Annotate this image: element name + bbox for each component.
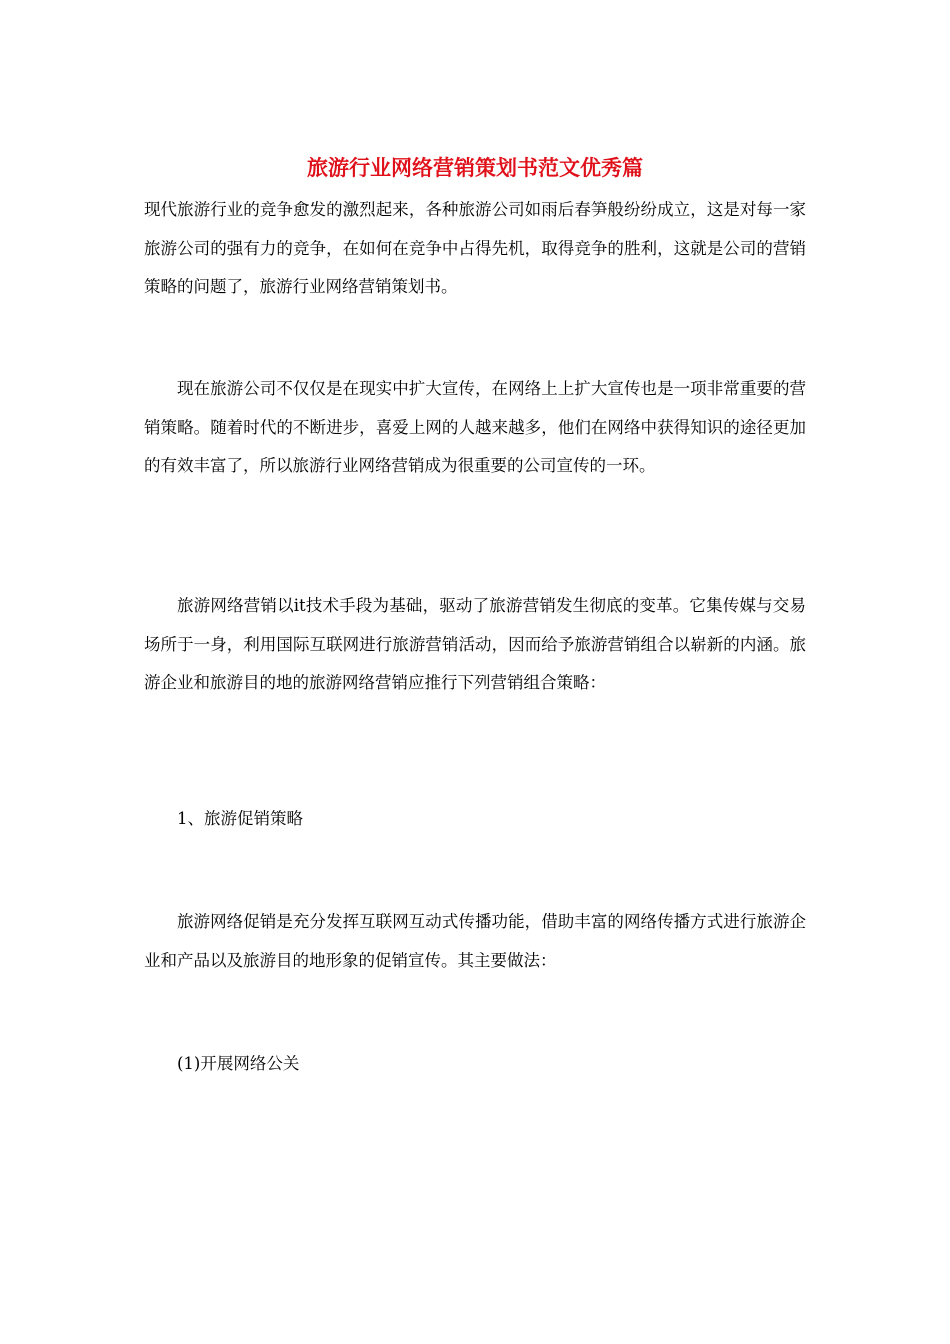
- paragraph-promotion-description: 旅游网络促销是充分发挥互联网互动式传播功能，借助丰富的网络传播方式进行旅游企业和产品以及旅游目的地形象的促销宣传。其主要做法：: [144, 912, 806, 970]
- document-title: 旅游行业网络营销策划书范文优秀篇: [307, 155, 643, 180]
- paragraph-online-promotion: 现在旅游公司不仅仅是在现实中扩大宣传，在网络上上扩大宣传也是一项非常重要的营销策略。随着时代的不断进步，喜爱上网的人越来越多，他们在网络中获得知识的途径更加的有效丰富了，所以旅游行业网络营销成为很重要的公司宣传的一环。: [144, 379, 806, 475]
- paragraph-network-marketing: 旅游网络营销以it技术手段为基础，驱动了旅游营销发生彻底的变革。它集传媒与交易场所于一身，利用国际互联网进行旅游营销活动，因而给予旅游营销组合以崭新的内涵。旅游企业和旅游目的地的旅游网络营销应推行下列营销组合策略：: [144, 596, 806, 692]
- paragraph-intro: 现代旅游行业的竞争愈发的激烈起来，各种旅游公司如雨后春笋般纷纷成立，这是对每一家旅游公司的强有力的竞争，在如何在竞争中占得先机，取得竞争的胜利，这就是公司的营销策略的问题了，旅游行业网络营销策划书。: [144, 200, 806, 296]
- section-heading-promotion-strategy: 1、旅游促销策略: [177, 809, 303, 828]
- subsection-heading-network-pr: (1)开展网络公关: [177, 1054, 300, 1073]
